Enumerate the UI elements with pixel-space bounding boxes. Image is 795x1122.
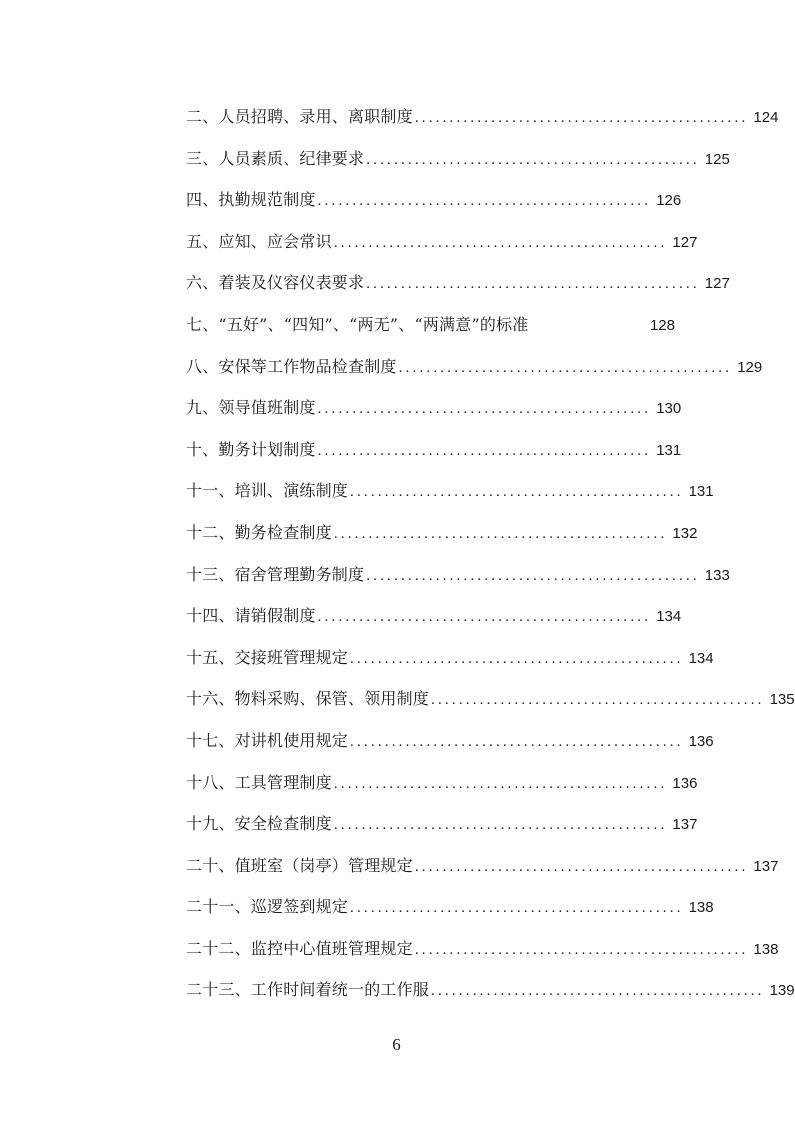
toc-entry-page: 131: [656, 441, 682, 459]
toc-entry[interactable]: [186, 686, 795, 728]
toc-entry[interactable]: [186, 811, 698, 853]
toc-entry[interactable]: [186, 894, 714, 936]
toc-entry-title: 二十、值班室（岗亭）管理规定: [186, 855, 413, 875]
toc-entry[interactable]: [186, 146, 730, 188]
toc-leader-dots: ................................................: [333, 525, 668, 542]
toc-leader-dots: ................................................: [414, 858, 749, 875]
toc-entry[interactable]: [186, 770, 698, 812]
toc-leader-dots: ................................................: [398, 359, 733, 376]
toc-entry-page: 124: [753, 109, 779, 126]
toc-entry[interactable]: [186, 354, 763, 396]
toc-leader-dots: ................................................: [366, 567, 700, 584]
toc-entry-page: 125: [704, 150, 730, 168]
toc-entry-title: 九、领导值班制度: [186, 398, 316, 418]
toc-entry-title: 十九、安全检查制度: [186, 814, 332, 834]
toc-entry-page: 136: [672, 774, 698, 792]
toc-entry-title: 四、执勤规范制度: [186, 190, 316, 210]
toc-entry-page: 132: [672, 524, 698, 542]
toc-leader-dots: ................................................: [366, 276, 700, 293]
toc-entry-title: 八、安保等工作物品检查制度: [186, 356, 397, 376]
toc-entry-title: 二十二、监控中心值班管理规定: [186, 938, 413, 958]
page-number: 6: [392, 1035, 401, 1054]
toc-entry-page: 127: [672, 233, 698, 251]
toc-entry-title: 十、勤务计划制度: [186, 439, 316, 459]
toc-entry[interactable]: [186, 478, 714, 520]
toc-entry-title: 十八、工具管理制度: [186, 772, 332, 792]
toc-leader-dots: ................................................: [317, 193, 652, 210]
toc-entry-page: 134: [688, 649, 714, 667]
toc-entry[interactable]: [186, 395, 682, 437]
toc-entry[interactable]: [186, 936, 779, 978]
toc-entry[interactable]: [186, 187, 682, 229]
toc-entry-title: 十七、对讲机使用规定: [186, 730, 349, 750]
toc-leader-dots: ................................................: [350, 733, 684, 750]
toc-entry-title: 十一、培训、演练制度: [186, 481, 349, 501]
toc-entry[interactable]: [186, 270, 730, 312]
toc-entry[interactable]: [186, 728, 714, 770]
toc-leader-dots: ................................................: [366, 151, 700, 168]
toc-entry-page: 138: [688, 899, 714, 917]
toc-entry-page: 137: [753, 857, 779, 875]
toc-entry-page: 128: [649, 316, 675, 334]
toc-entry-page: 135: [769, 691, 795, 709]
toc-entry-title: 六、着装及仪容仪表要求: [186, 273, 365, 293]
toc-entry-title: 二、人员招聘、录用、离职制度: [186, 107, 413, 126]
toc-entry-title: 五、应知、应会常识: [186, 231, 332, 251]
toc-entry-title: 十五、交接班管理规定: [186, 647, 349, 667]
toc-entry-title: 二十一、巡逻签到规定: [186, 897, 349, 917]
toc-leader-dots: ................................................: [333, 234, 668, 251]
toc-entry-page: 129: [737, 358, 763, 376]
table-of-contents: [186, 104, 795, 1019]
toc-leader-dots: ................................................: [414, 941, 749, 958]
toc-entry[interactable]: [186, 437, 682, 479]
toc-entry-title: 十二、勤务检查制度: [186, 522, 332, 542]
toc-entry-page: 136: [688, 732, 714, 750]
toc-entry-title: 十四、请销假制度: [186, 606, 316, 626]
toc-entry-title: 七、“五好”、“四知”、“两无”、“两满意”的标准: [186, 314, 529, 334]
toc-leader-dots: ................................................: [350, 484, 684, 501]
toc-entry[interactable]: [186, 312, 675, 354]
toc-entry-page: 126: [656, 192, 682, 210]
toc-leader-dots: ................................................: [431, 692, 765, 709]
toc-leader-dots: ................................................: [333, 817, 668, 834]
toc-entry-page: 130: [656, 400, 682, 418]
toc-leader-dots: ................................................: [317, 442, 652, 459]
toc-entry-title: 十六、物料采购、保管、领用制度: [186, 689, 430, 709]
toc-entry[interactable]: [186, 603, 682, 645]
toc-entry-page: 139: [769, 982, 795, 1000]
toc-leader-dots: ................................................: [333, 775, 668, 792]
toc-entry[interactable]: [186, 645, 714, 687]
toc-leader-dots: ................................................: [350, 650, 684, 667]
toc-leader-dots: ................................................: [317, 401, 652, 418]
toc-entry-page: 137: [672, 816, 698, 834]
toc-entry-title: 十三、宿舍管理勤务制度: [186, 564, 365, 584]
toc-entry[interactable]: [186, 562, 730, 604]
toc-entry-page: 131: [688, 483, 714, 501]
toc-leader-dots: ................................................: [414, 110, 749, 126]
toc-entry[interactable]: [186, 853, 779, 895]
toc-entry-title: 二十三、工作时间着统一的工作服: [186, 980, 430, 1000]
toc-entry-title: 三、人员素质、纪律要求: [186, 148, 365, 168]
toc-entry[interactable]: [186, 229, 698, 271]
toc-entry[interactable]: [186, 977, 795, 1019]
toc-entry-page: 138: [753, 940, 779, 958]
toc-entry[interactable]: [186, 520, 698, 562]
toc-leader-dots: ................................................: [317, 609, 652, 626]
toc-entry-page: 127: [704, 275, 730, 293]
toc-entry[interactable]: [186, 104, 779, 146]
toc-leader-dots: ................................................: [350, 900, 684, 917]
toc-leader-dots: ................................................: [431, 983, 765, 1000]
toc-entry-page: 134: [656, 608, 682, 626]
toc-entry-page: 133: [704, 566, 730, 584]
